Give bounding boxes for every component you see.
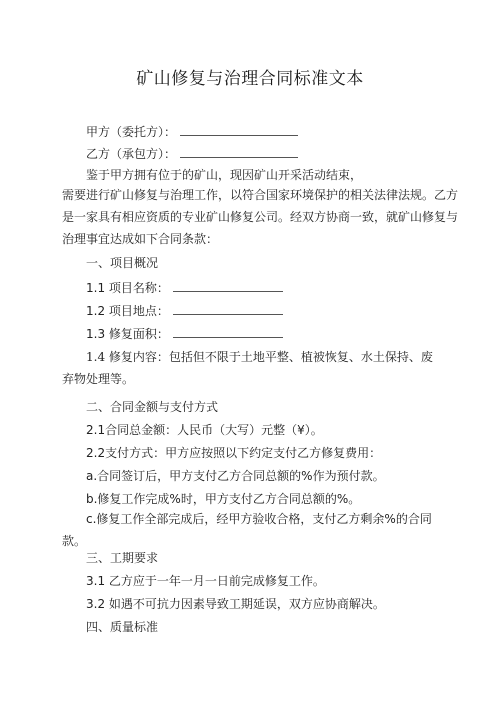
clause-1-3-label: 1.3 修复面积： [86, 327, 169, 341]
intro-first-line: 鉴于甲方拥有位于的矿山，现因矿山开采活动结束， [86, 168, 363, 182]
clause-2-a: a.合同签订后，甲方支付乙方合同总额的%作为预付款。 [86, 469, 385, 483]
project-location-blank[interactable] [173, 303, 283, 315]
clause-3-2: 3.2 如遇不可抗力因素导致工期延误，双方应协商解决。 [86, 597, 385, 611]
clause-1-2-label: 1.2 项目地点： [86, 304, 169, 318]
party-b-blank[interactable] [180, 146, 298, 158]
clause-2-b: b.修复工作完成%时，甲方支付乙方合同总额的%。 [86, 492, 361, 506]
party-a-row [86, 124, 298, 139]
intro-paragraph: 需要进行矿山修复与治理工作，以符合国家环境保护的相关法律法规。乙方是一家具有相应资质的专业矿山修复公司。经双方协商一致，就矿山修复与治理事宜达成如下合同条款： [62, 188, 459, 246]
clause-2-1: 2.1合同总金额：人民币（大写）元整（¥）。 [86, 423, 323, 437]
party-a-label: 甲方（委托方）： [86, 125, 177, 139]
section-1-heading: 一、项目概况 [86, 256, 159, 270]
clause-1-1-row [86, 280, 283, 295]
project-name-blank[interactable] [173, 280, 283, 292]
clause-3-1: 3.1 乙方应于一年一月一日前完成修复工作。 [86, 574, 325, 588]
section-4-heading: 四、质量标准 [86, 620, 159, 634]
section-2-heading: 二、合同金额与支付方式 [86, 400, 219, 414]
page-title: 矿山修复与治理合同标准文本 [136, 69, 364, 89]
party-a-blank[interactable] [180, 124, 298, 136]
clause-2-2: 2.2支付方式：甲方应按照以下约定支付乙方修复费用： [86, 446, 382, 460]
section-3-heading: 三、工期要求 [86, 551, 159, 565]
party-b-label: 乙方（承包方）： [86, 147, 177, 161]
repair-area-blank[interactable] [173, 326, 283, 338]
clause-1-2-row [86, 303, 283, 318]
clause-1-3-row [86, 326, 283, 341]
clause-2-c: c.修复工作全部完成后，经甲方验收合格，支付乙方剩余%的合同款。 [62, 512, 432, 548]
clause-1-1-label: 1.1 项目名称： [86, 281, 169, 295]
clause-1-4: 1.4 修复内容：包括但不限于土地平整、植被恢复、水土保持、废弃物处理等。 [62, 350, 433, 386]
party-b-row [86, 146, 298, 161]
